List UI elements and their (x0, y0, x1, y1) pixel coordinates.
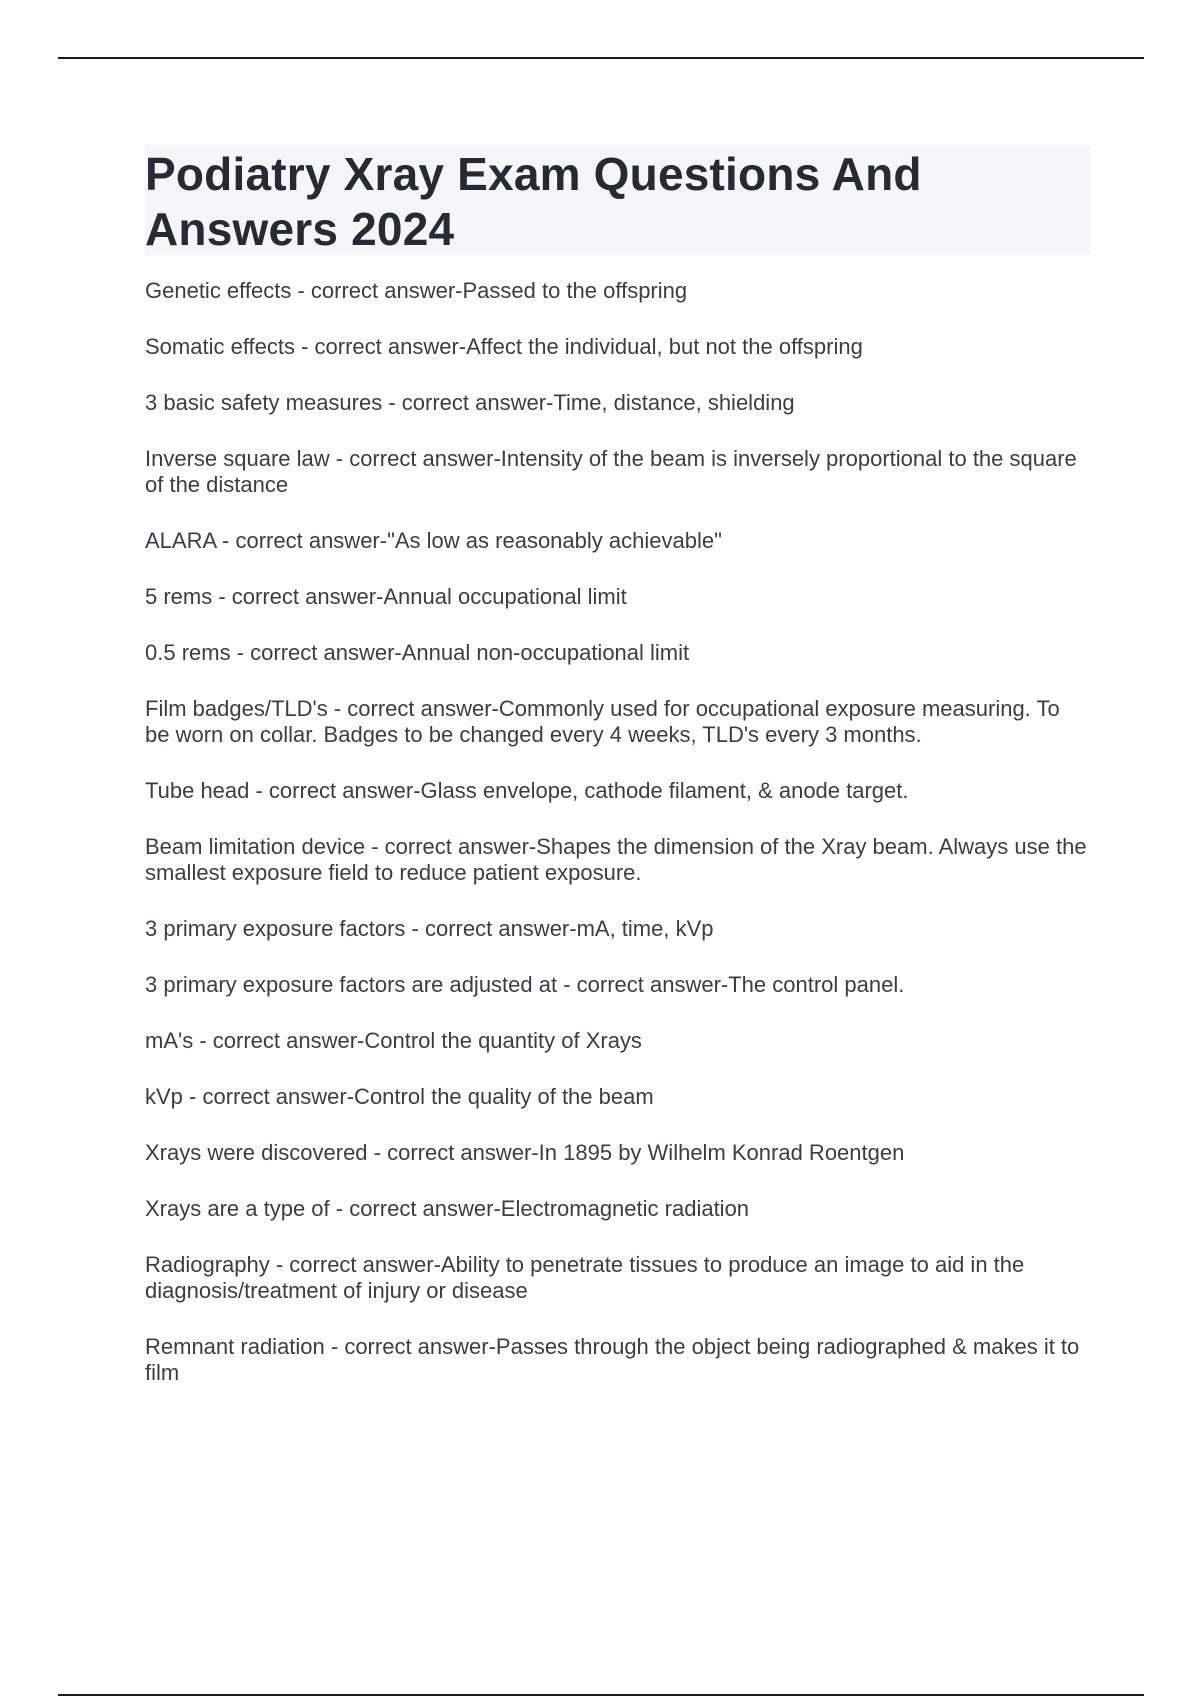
qa-item-exposure-factors-adjusted: 3 primary exposure factors are adjusted at - correct answer-The control panel. (145, 972, 905, 997)
qa-item-xrays-discovered: Xrays were discovered - correct answer-In 1895 by Wilhelm Konrad Roentgen (145, 1140, 905, 1165)
qa-item-0-5-rems: 0.5 rems - correct answer-Annual non-occupational limit (145, 640, 690, 665)
qa-item-5-rems: 5 rems - correct answer-Annual occupational limit (145, 584, 627, 609)
qa-item-tube-head: Tube head - correct answer-Glass envelope, cathode filament, & anode target. (145, 778, 909, 803)
bottom-divider (58, 1694, 1144, 1696)
qa-item-film-badges: Film badges/TLD's - correct answer-Commonly used for occupational exposure measuring. To be worn on collar. Badges to be changed every 4 weeks, TLD's every 3 months. (145, 696, 1060, 747)
qa-item-xrays-type: Xrays are a type of - correct answer-Electromagnetic radiation (145, 1196, 750, 1221)
page-title: Podiatry Xray Exam Questions And Answers 2024 (145, 148, 922, 255)
qa-item-genetic-effects: Genetic effects - correct answer-Passed to the offspring (145, 278, 688, 303)
qa-item-alara: ALARA - correct answer-"As low as reasonably achievable" (145, 528, 722, 553)
qa-item-ma: mA's - correct answer-Control the quantity of Xrays (145, 1028, 642, 1053)
qa-item-somatic-effects: Somatic effects - correct answer-Affect the individual, but not the offspring (145, 334, 863, 359)
qa-item-radiography: Radiography - correct answer-Ability to penetrate tissues to produce an image to aid in the diagnosis/treatment of injury or disease (145, 1252, 1025, 1303)
qa-item-inverse-square-law: Inverse square law - correct answer-Intensity of the beam is inversely proportional to the square of the distance (145, 446, 1077, 497)
top-divider (58, 57, 1144, 59)
qa-item-exposure-factors: 3 primary exposure factors - correct answer-mA, time, kVp (145, 916, 714, 941)
qa-item-remnant-radiation: Remnant radiation - correct answer-Passes through the object being radiographed & makes it to film (145, 1334, 1080, 1385)
qa-item-beam-limitation: Beam limitation device - correct answer-Shapes the dimension of the Xray beam. Always use the smallest exposure field to reduce patient exposure. (145, 834, 1087, 885)
qa-list (145, 278, 1090, 1386)
title-banner (145, 145, 1090, 255)
document-content (145, 145, 1090, 1416)
qa-item-kvp: kVp - correct answer-Control the quality of the beam (145, 1084, 654, 1109)
qa-item-safety-measures: 3 basic safety measures - correct answer-Time, distance, shielding (145, 390, 795, 415)
